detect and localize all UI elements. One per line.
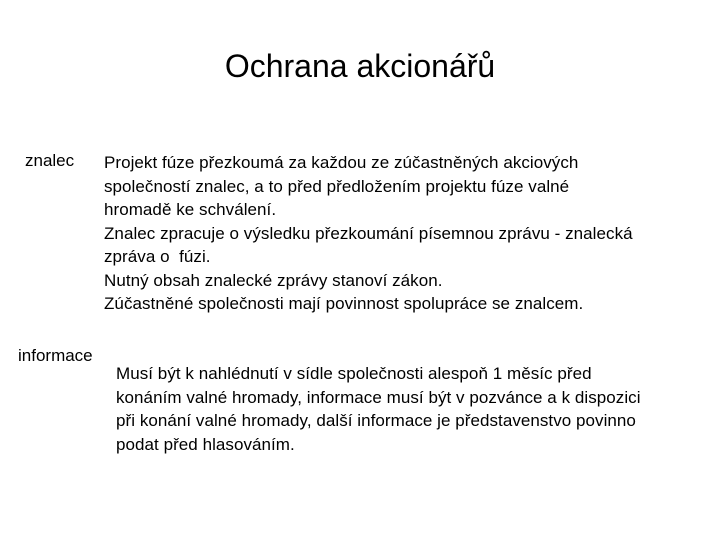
definition-line: společností znalec, a to před předložením projektu fúze valné [104,176,570,196]
term-znalec: znalec [25,151,75,170]
definition-line: hromadě ke schválení. [104,200,277,219]
definition-line: při konání valné hromady, další informace je představenstvo povinno [116,411,636,430]
term-informace: informace [18,346,93,365]
definition-line: konáním valné hromady, informace musí být v pozvánce a k dispozici [116,387,641,407]
definition-line: Musí být k nahlédnutí v sídle společnosti alespoň 1 měsíc před [116,364,592,383]
definition-line: Zúčastněné společnosti mají povinnost spolupráce se znalcem. [104,294,584,313]
definition-line: zpráva o fúzi. [104,247,211,266]
definition-line: Nutný obsah znalecké zprávy stanoví zákon. [104,270,443,290]
definition-line: podat před hlasováním. [116,434,295,454]
definition-znalec [104,151,704,316]
slide-title: Ochrana akcionářů [224,48,496,84]
definition-line: Znalec zpracuje o výsledku přezkoumání písemnou zprávu - znalecká [104,223,633,243]
definition-line: Projekt fúze přezkoumá za každou ze zúčastněných akciových [104,153,579,172]
definition-informace [116,362,706,456]
